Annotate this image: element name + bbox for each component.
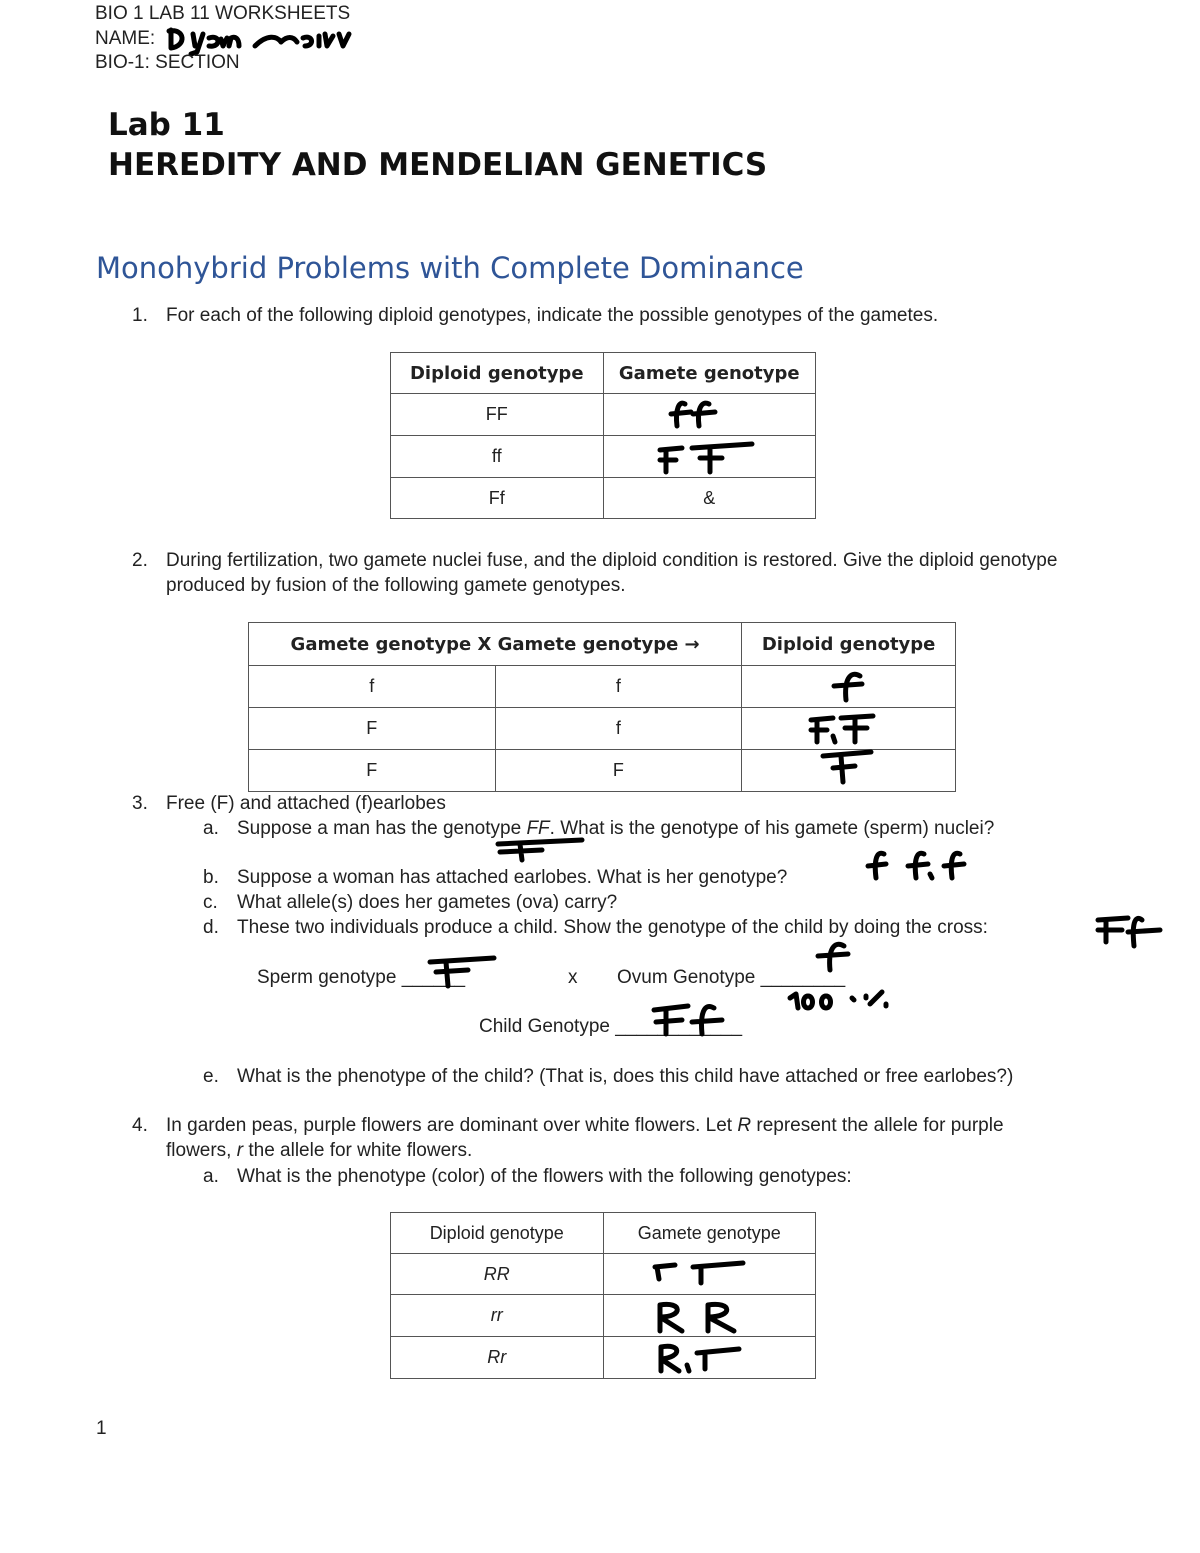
diploid-cell: Ff [391,478,604,519]
sub-letter: a. [203,1166,219,1187]
question-2 [132,548,1116,598]
column-header: Diploid genotype [742,623,956,666]
gamete-cell: F [249,708,496,750]
question-text: What is the phenotype of the child? (That is, does this child have attached or free earlobes?) [237,1066,1014,1087]
question-text: What is the phenotype (color) of the flowers with the following genotypes: [237,1166,852,1187]
question-text: What allele(s) does her gametes (ova) carry? [237,892,618,913]
course-header: BIO 1 LAB 11 WORKSHEETS [95,3,351,24]
gamete-cell[interactable] [603,394,816,436]
handwritten-ovum-note [786,986,902,1014]
question-text: the allele for white flowers. [243,1140,473,1161]
genotype: FF [526,818,550,839]
question-text: represent the allele for purple flowers, [166,1115,1004,1161]
allele-symbol: R [737,1115,752,1136]
handwritten-answer-F [819,750,879,786]
handwritten-answer-3d [1094,910,1170,950]
handwritten-answer-F-F [803,710,883,746]
page-number: 1 [96,1418,107,1439]
question-3c [203,890,618,915]
gamete-cell[interactable] [603,1254,816,1295]
fusion-table [248,622,956,792]
handwritten-answer-3b [866,848,976,884]
column-header: Gamete genotype [603,1213,816,1254]
gamete-cell[interactable]: & [603,478,816,519]
diploid-cell: rr [391,1295,604,1337]
gamete-cell: f [249,666,496,708]
handwritten-answer-ff [669,396,729,432]
name-label: NAME: [95,28,156,49]
allele-symbol: r [236,1140,244,1161]
handwritten-answer-r-r [649,1259,749,1293]
column-header: Gamete genotype X Gamete genotype → [249,623,742,666]
sub-letter: b. [203,867,219,888]
lab-title: Lab 11 [108,107,225,143]
handwritten-answer-R-r [653,1339,749,1375]
question-number: 4. [132,1115,148,1136]
sub-letter: a. [203,818,219,839]
question-3d [203,915,988,940]
question-number: 3. [132,793,148,814]
question-3a [203,816,995,841]
question-1 [132,303,939,328]
diploid-cell[interactable] [742,750,956,792]
sub-letter: e. [203,1066,219,1087]
handwritten-answer-R-R [652,1299,762,1335]
question-text: For each of the following diploid genotypes, indicate the possible genotypes of the gametes. [166,305,939,326]
cross-symbol: x [568,967,578,988]
gamete-cell[interactable] [603,1337,816,1379]
gamete-table-4 [390,1212,816,1379]
question-3e [203,1064,1037,1089]
gamete-cell: f [495,666,742,708]
question-text: In garden peas, purple flowers are dominant over white flowers. Let [166,1115,738,1136]
column-header: Gamete genotype [603,353,816,394]
question-text: During fertilization, two gamete nuclei fuse, and the diploid condition is restored. Give the diploid genotype produced by fusion of the following gamete genotypes. [166,550,1058,596]
question-number: 2. [132,550,148,571]
sub-letter: c. [203,892,218,913]
diploid-cell[interactable] [742,666,956,708]
question-3 [132,791,446,816]
question-4a [203,1164,852,1189]
child-genotype-label: Child Genotype ____________ [479,1016,743,1037]
lab-subtitle: HEREDITY AND MENDELIAN GENETICS [108,147,768,183]
column-header: Diploid genotype [391,353,604,394]
handwritten-name-signature [163,24,358,54]
ovum-genotype-label: Ovum Genotype ________ [617,967,846,988]
section-heading: Monohybrid Problems with Complete Dominance [96,251,804,285]
gamete-cell: F [249,750,496,792]
handwritten-answer-F-F [652,440,762,476]
diploid-cell: Rr [391,1337,604,1379]
question-text: Suppose a woman has attached earlobes. What is her genotype? [237,867,788,888]
handwritten-answer-f [824,668,874,704]
gamete-table-1 [390,352,816,519]
diploid-cell: ff [391,436,604,478]
gamete-cell[interactable] [603,436,816,478]
question-text: Free (F) and attached (f)earlobes [166,793,446,814]
gamete-cell: f [495,708,742,750]
section-label: BIO-1: SECTION [95,52,240,73]
question-text: . What is the genotype of his gamete (sperm) nuclei? [549,818,995,839]
diploid-cell[interactable] [742,708,956,750]
sub-letter: d. [203,917,219,938]
question-text: Suppose a man has the genotype [237,818,527,839]
gamete-cell: F [495,750,742,792]
diploid-cell: RR [391,1254,604,1295]
sperm-genotype-label: Sperm genotype ______ [257,967,466,988]
column-header: Diploid genotype [391,1213,604,1254]
diploid-cell: FF [391,394,604,436]
question-number: 1. [132,305,148,326]
question-3b [203,865,788,890]
gamete-cell[interactable] [603,1295,816,1337]
question-text: These two individuals produce a child. Show the genotype of the child by doing the cross: [237,917,988,938]
question-4 [132,1113,1066,1163]
